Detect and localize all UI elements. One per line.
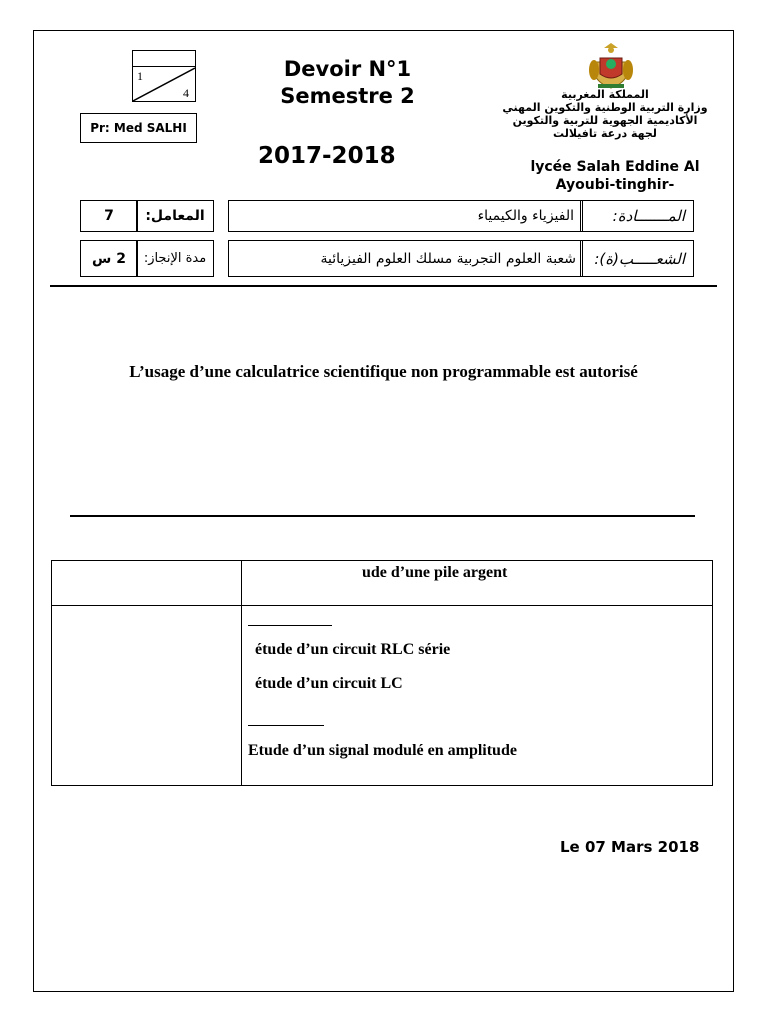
school-year: 2017-2018 (258, 143, 396, 169)
subject-label: المـــــــادة: (612, 207, 685, 225)
table-topic-lc: étude d’un circuit LC (255, 675, 403, 692)
duration-value-box (80, 240, 138, 277)
topic-rule-1 (248, 625, 332, 626)
exam-semester: Semestre 2 (280, 84, 415, 108)
subject-value-box (228, 200, 583, 232)
table-topic-am-signal: Etude d’un signal modulé en amplitude (248, 742, 517, 759)
page-number-box (132, 50, 196, 102)
ministry-header (500, 88, 710, 140)
region-label: لجهة درعة تافيلالت (553, 127, 657, 140)
school-name-line2: Ayoubi-tinghir- (555, 177, 675, 193)
branch-label: الشعـــــب(ة): (594, 249, 685, 268)
branch-value-box (228, 240, 583, 277)
coefficient-label-box (136, 200, 214, 232)
academy-label: الأكاديمية الجهوية للتربية والتكوين (512, 114, 698, 127)
topics-table (51, 560, 713, 786)
page-current: 1 (137, 69, 143, 83)
duration-label: مدة الإنجاز: (143, 250, 207, 266)
exam-title: Devoir N°1 (283, 57, 412, 81)
duration-label-box (136, 240, 214, 277)
branch-label-box (580, 240, 694, 277)
table-topic-rlc: étude d’un circuit RLC série (255, 641, 451, 658)
author-box (80, 113, 197, 143)
page-total: 4 (183, 86, 189, 100)
subject-value: الفيزياء والكيمياء (477, 208, 574, 224)
table-row-divider (52, 605, 712, 606)
topic-rule-2 (248, 725, 324, 726)
author-name: Pr: Med SALHI (90, 121, 187, 135)
ministry-label: وزارة التربية الوطنية والتكوين المهني (502, 101, 708, 114)
section-separator (70, 515, 695, 517)
table-row1-topic: ude d’une pile argent (362, 564, 508, 581)
exam-date: Le 07 Mars 2018 (560, 838, 700, 856)
branch-value: شعبة العلوم التجربية مسلك العلوم الفيزيائية (320, 250, 576, 267)
school-name-line1: lycée Salah Eddine Al (530, 159, 700, 175)
coefficient-label: المعامل: (145, 208, 205, 224)
header-separator (50, 285, 717, 287)
coat-of-arms-emblem (586, 42, 636, 90)
calculator-notice: L’usage d’une calculatrice scientifique non programmable est autorisé (129, 362, 638, 381)
subject-label-box (580, 200, 694, 232)
school-name (520, 158, 710, 194)
kingdom-label: المملكة المغربية (561, 88, 649, 101)
coefficient-value: 7 (104, 208, 114, 224)
duration-value: 2 س (92, 250, 126, 267)
coefficient-value-box (80, 200, 138, 232)
table-column-divider (241, 561, 242, 785)
